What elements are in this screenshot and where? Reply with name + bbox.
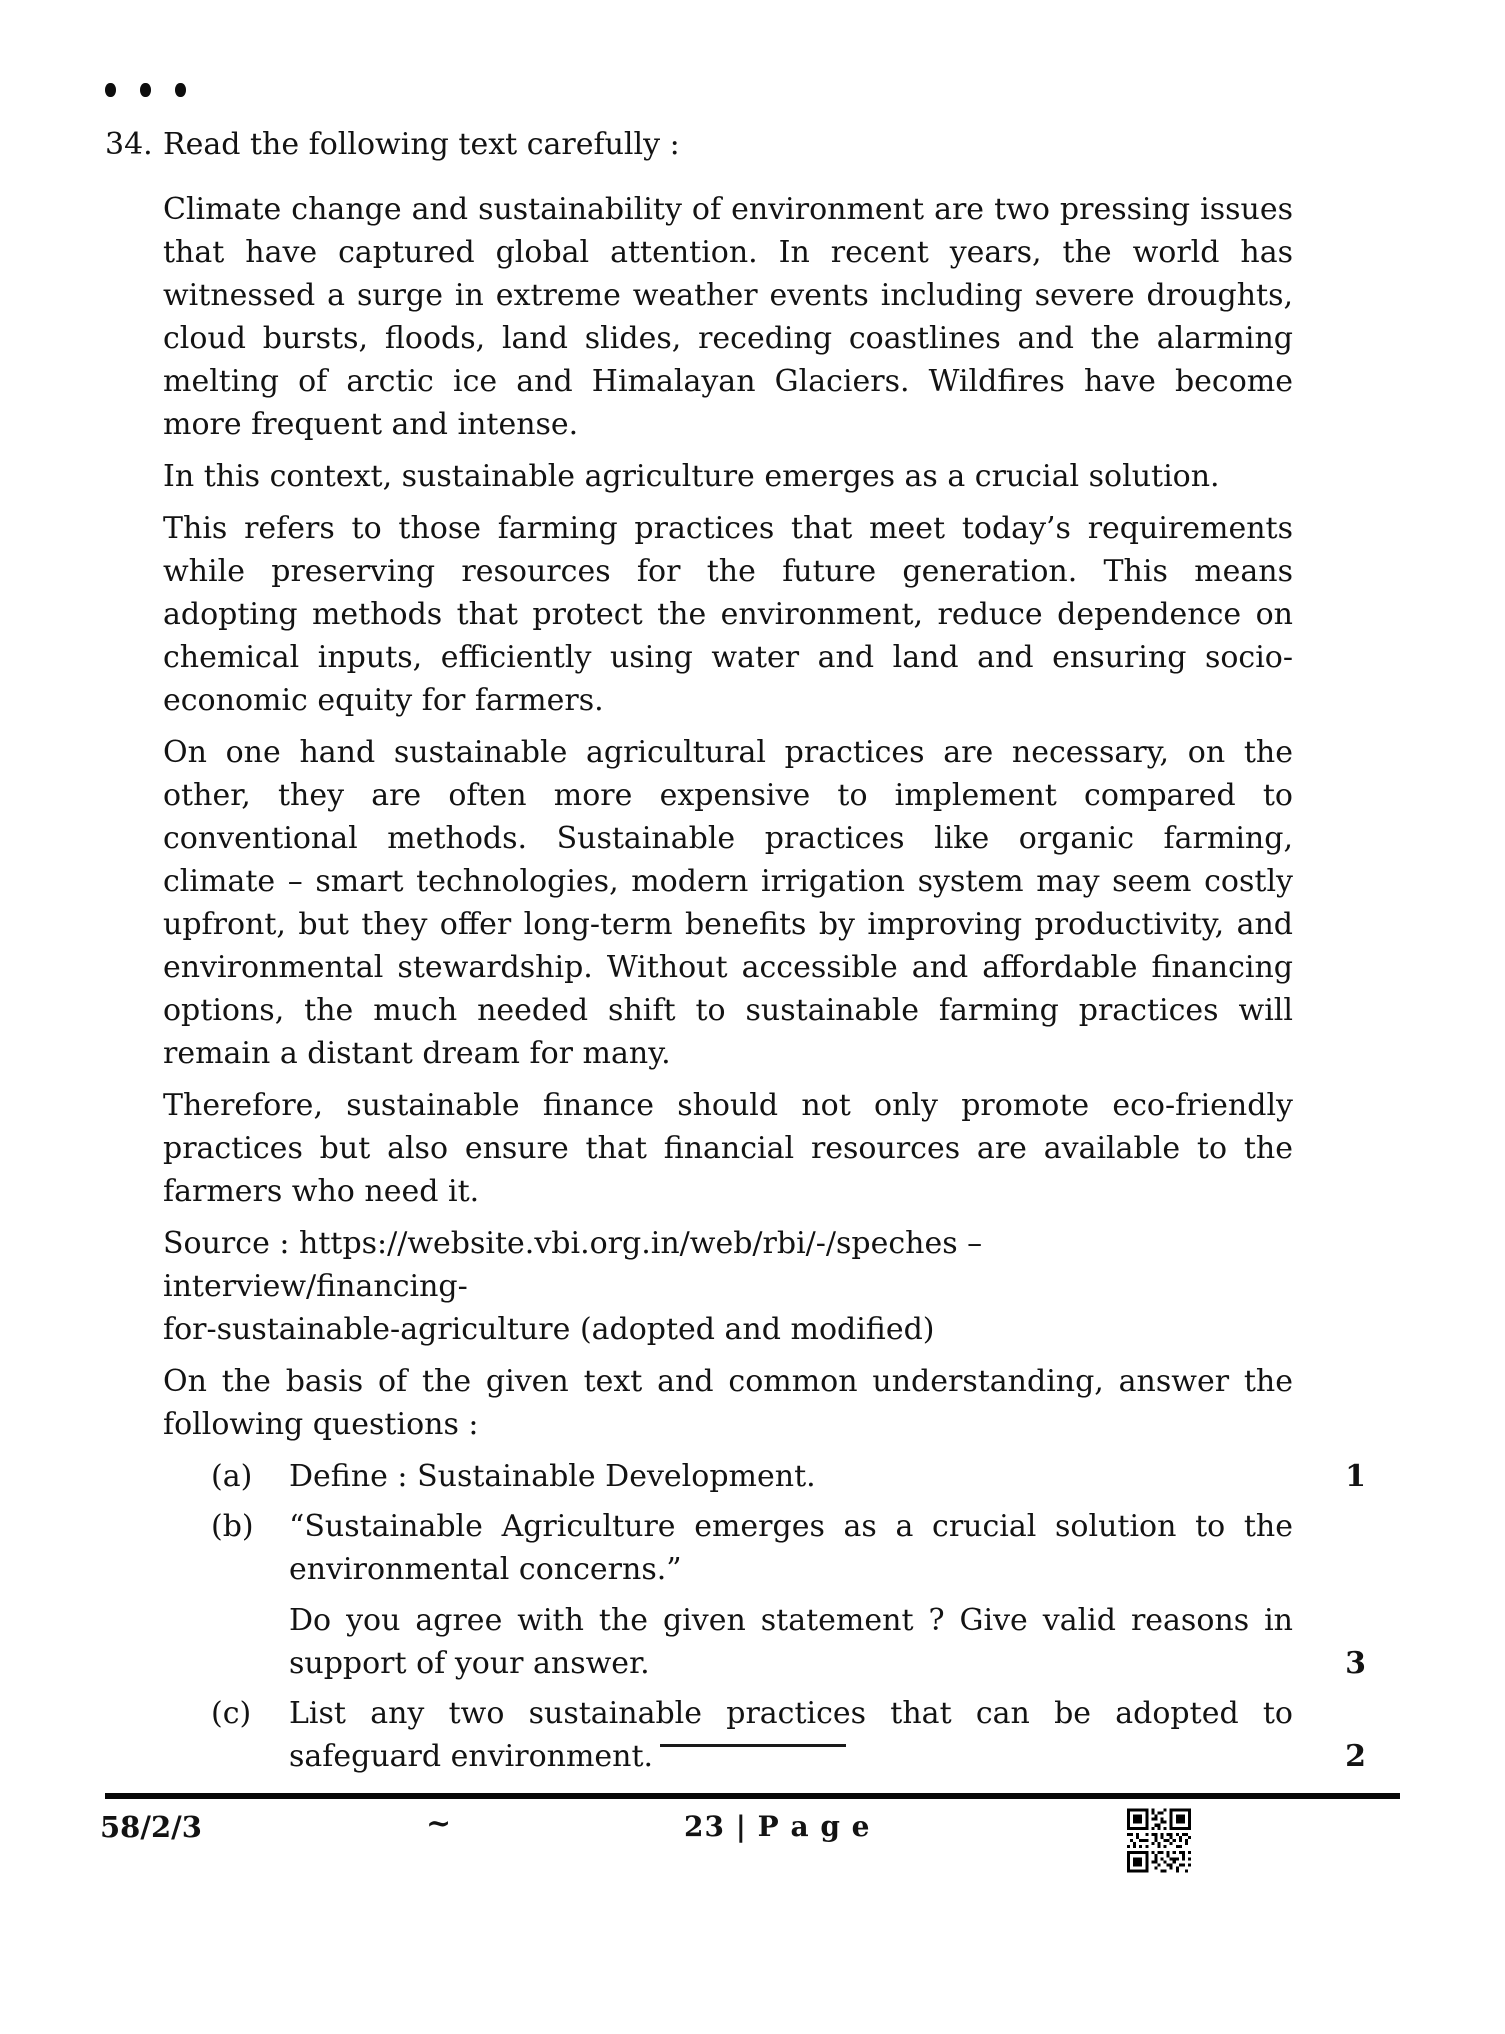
subquestion-c-text bbox=[289, 1692, 1293, 1778]
closing-instruction: On the basis of the given text and common understanding, answer the following questions : bbox=[163, 1364, 1293, 1442]
subquestion-a-text bbox=[289, 1455, 1293, 1498]
passage-text bbox=[163, 188, 1293, 1455]
question-number-spacer bbox=[105, 188, 163, 1455]
question-number: 34. bbox=[105, 127, 153, 162]
bullet-icon bbox=[175, 83, 186, 97]
passage-paragraph: In this context, sustainable agriculture emerges as a crucial solution. bbox=[163, 459, 1220, 494]
footer-rule bbox=[105, 1793, 1400, 1799]
subquestion-b-statement: “Sustainable Agriculture emerges as a crucial solution to the environmental concerns.” bbox=[289, 1509, 1293, 1587]
subquestion-c-line: List any two sustainable practices that can be adopted to safeguard environment. bbox=[289, 1696, 1293, 1774]
passage-paragraph: Therefore, sustainable finance should not only promote eco-friendly practices but also ensure that financial resources are available to the farmers who need it. bbox=[163, 1088, 1293, 1209]
source-line: for-sustainable-agriculture (adopted and modified) bbox=[163, 1312, 935, 1347]
bullet-dots bbox=[105, 82, 1366, 97]
subquestion-c bbox=[211, 1692, 1366, 1778]
subquestion-b-text bbox=[289, 1505, 1293, 1685]
marks-b: 3 bbox=[1345, 1646, 1366, 1681]
question-header-row bbox=[105, 123, 1366, 188]
passage-paragraph: Climate change and sustainability of environment are two pressing issues that have captured global attention. In recent years, the world has witnessed a surge in extreme weather events including severe droughts, cloud bursts, floods, land slides, receding coastlines and the alarming melting of arctic ice and Himalayan Glaciers. Wildfires have become more frequent and intense. bbox=[163, 192, 1293, 442]
signature-mark: ~ bbox=[426, 1806, 452, 1841]
page-number: 23 | P a g e bbox=[684, 1810, 871, 1843]
marks-c: 2 bbox=[1345, 1739, 1366, 1774]
source-line: Source : https://website.vbi.org.in/web/rbi/-/speches – interview/financing- bbox=[163, 1226, 983, 1304]
passage-paragraph: On one hand sustainable agricultural practices are necessary, on the other, they are often more expensive to implement compared to conventional methods. Sustainable practices like organic farming, climate – smart technologies, modern irrigation system may seem costly upfront, but they offer long-term benefits by improving productivity, and environmental stewardship. Without accessible and affordable financing options, the much needed shift to sustainable farming practices will remain a distant dream for many. bbox=[163, 735, 1293, 1071]
subquestion-a bbox=[211, 1455, 1366, 1498]
passage-paragraph: This refers to those farming practices that meet today’s requirements while preserving resources for the future generation. This means adopting methods that protect the environment, reduce dependence on chemical inputs, efficiently using water and land and ensuring socio-economic equity for farmers. bbox=[163, 511, 1293, 718]
paper-code: 58/2/3 bbox=[100, 1810, 202, 1844]
subquestion-b-task: Do you agree with the given statement ? Give valid reasons in support of your answer. bbox=[289, 1603, 1293, 1681]
qr-code bbox=[1127, 1806, 1191, 1875]
marks-a: 1 bbox=[1345, 1459, 1366, 1494]
bullet-icon bbox=[105, 83, 116, 97]
source-citation bbox=[163, 1222, 1293, 1351]
passage-row bbox=[105, 188, 1366, 1455]
subquestion-b bbox=[211, 1505, 1366, 1685]
subquestion-a-label: (a) bbox=[211, 1459, 253, 1494]
subquestion-a-line: Define : Sustainable Development. bbox=[289, 1459, 816, 1494]
subquestion-c-label: (c) bbox=[211, 1696, 252, 1731]
section-divider bbox=[660, 1744, 846, 1747]
question-intro: Read the following text carefully : bbox=[163, 127, 680, 162]
subquestion-b-label: (b) bbox=[211, 1509, 254, 1544]
bullet-icon bbox=[140, 83, 151, 97]
